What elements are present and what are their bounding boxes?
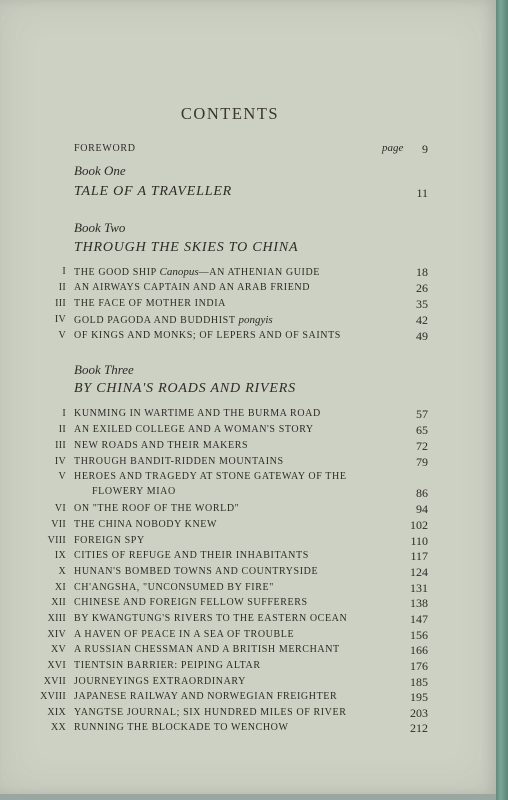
book-one-page: 11 bbox=[416, 186, 428, 200]
chapter-title: TIENTSIN BARRIER: PEIPING ALTAR bbox=[74, 660, 261, 671]
chapter-page: 57 bbox=[416, 407, 428, 421]
chapter-title-italic: Canopus bbox=[159, 266, 199, 278]
chapter-page: 195 bbox=[410, 690, 428, 704]
chapter-number: V bbox=[58, 471, 66, 482]
chapter-number: VII bbox=[51, 519, 66, 530]
chapter-number: VIII bbox=[47, 535, 66, 546]
chapter-title bbox=[74, 298, 226, 309]
chapter-number: IX bbox=[54, 550, 66, 561]
chapter-title: NEW ROADS AND THEIR MAKERS bbox=[74, 440, 249, 451]
chapter-title: YANGTSE JOURNAL; SIX HUNDRED MILES OF RIVER bbox=[74, 707, 347, 718]
book-three-label: Book Three bbox=[74, 362, 134, 377]
chapter-number: VI bbox=[54, 503, 66, 514]
chapter-title: HEROES AND TRAGEDY AT STONE GATEWAY OF THE bbox=[74, 471, 347, 482]
chapter-number: III bbox=[55, 298, 66, 309]
foreword-label: FOREWORD bbox=[74, 143, 136, 154]
chapter-title-italic: pongyis bbox=[238, 314, 273, 326]
chapter-page: 35 bbox=[416, 297, 428, 311]
chapter-title bbox=[74, 314, 273, 326]
chapter-number: V bbox=[58, 330, 66, 341]
chapter-title-text: AN AIRWAYS CAPTAIN AND AN ARAB FRIEND bbox=[74, 282, 311, 293]
chapter-title-text: THE FACE OF MOTHER INDIA bbox=[74, 298, 226, 309]
chapter-title: HUNAN'S BOMBED TOWNS AND COUNTRYSIDE bbox=[74, 566, 319, 577]
chapter-number: XIII bbox=[47, 613, 66, 624]
chapter-title: A HAVEN OF PEACE IN A SEA OF TROUBLE bbox=[74, 629, 295, 640]
chapter-title: KUNMING IN WARTIME AND THE BURMA ROAD bbox=[74, 408, 321, 419]
chapter-number: XX bbox=[50, 722, 66, 733]
chapter-title: THE CHINA NOBODY KNEW bbox=[74, 519, 218, 530]
chapter-title: A RUSSIAN CHESSMAN AND A BRITISH MERCHANT bbox=[74, 644, 340, 655]
chapter-title: AN EXILED COLLEGE AND A WOMAN'S STORY bbox=[74, 424, 314, 435]
chapter-page: 138 bbox=[410, 596, 428, 610]
book-two-title: THROUGH THE SKIES TO CHINA bbox=[74, 240, 299, 255]
chapter-title: THROUGH BANDIT-RIDDEN MOUNTAINS bbox=[74, 456, 284, 467]
page-word: page bbox=[382, 142, 404, 154]
book-one-title: TALE OF A TRAVELLER bbox=[74, 184, 233, 199]
foreword-page: 9 bbox=[422, 142, 428, 156]
chapter-number: XVII bbox=[43, 676, 66, 687]
chapter-number: I bbox=[62, 266, 66, 277]
chapter-page: 26 bbox=[416, 281, 428, 295]
chapter-page: 185 bbox=[410, 675, 428, 689]
chapter-page: 176 bbox=[410, 659, 428, 673]
chapter-page: 79 bbox=[416, 455, 428, 469]
book-one-label: Book One bbox=[74, 163, 126, 178]
chapter-title: JOURNEYINGS EXTRAORDINARY bbox=[74, 676, 246, 687]
chapter-page: 124 bbox=[410, 565, 428, 579]
chapter-title-text: OF KINGS AND MONKS; OF LEPERS AND OF SAINTS bbox=[74, 330, 341, 341]
chapter-page: 117 bbox=[410, 549, 428, 563]
chapter-page: 42 bbox=[416, 313, 428, 327]
chapter-title: ON "THE ROOF OF THE WORLD" bbox=[74, 503, 240, 514]
chapter-title: RUNNING THE BLOCKADE TO WENCHOW bbox=[74, 722, 289, 733]
chapter-page: 49 bbox=[416, 329, 428, 343]
book-three-title: BY CHINA'S ROADS AND RIVERS bbox=[74, 381, 296, 396]
chapter-page: 212 bbox=[410, 721, 428, 735]
chapter-number: XIV bbox=[47, 629, 66, 640]
chapter-number: XVIII bbox=[40, 691, 66, 702]
chapter-title-text: GOLD PAGODA AND BUDDHIST bbox=[74, 315, 239, 326]
chapter-page: 102 bbox=[410, 518, 428, 532]
chapter-page: 94 bbox=[416, 502, 428, 516]
chapter-number: XII bbox=[51, 597, 66, 608]
chapter-title-text: —AN ATHENIAN GUIDE bbox=[198, 267, 320, 278]
chapter-page: 72 bbox=[416, 439, 428, 453]
chapter-title: JAPANESE RAILWAY AND NORWEGIAN FREIGHTER bbox=[74, 691, 338, 702]
chapter-title-continued: FLOWERY MIAO bbox=[92, 486, 176, 497]
book-cover-edge bbox=[496, 0, 508, 800]
chapter-number: IV bbox=[54, 314, 66, 325]
chapter-title: CITIES OF REFUGE AND THEIR INHABITANTS bbox=[74, 550, 309, 561]
book-two-label: Book Two bbox=[74, 220, 126, 235]
chapter-page: 203 bbox=[410, 706, 428, 720]
chapter-number: II bbox=[58, 282, 66, 293]
chapter-title: FOREIGN SPY bbox=[74, 535, 145, 546]
chapter-title-text: THE GOOD SHIP bbox=[74, 267, 160, 278]
chapter-page: 166 bbox=[410, 643, 428, 657]
chapter-number: I bbox=[62, 408, 66, 419]
chapter-number: XI bbox=[54, 582, 66, 593]
chapter-title bbox=[74, 282, 310, 293]
chapter-page: 131 bbox=[410, 581, 428, 595]
chapter-title: CHINESE AND FOREIGN FELLOW SUFFERERS bbox=[74, 597, 308, 608]
chapter-number: XIX bbox=[47, 707, 66, 718]
chapter-number: XVI bbox=[47, 660, 66, 671]
chapter-page: 110 bbox=[410, 534, 428, 548]
chapter-title: CH'ANGSHA, "UNCONSUMED BY FIRE" bbox=[74, 582, 274, 593]
chapter-number: II bbox=[58, 424, 66, 435]
contents-heading: CONTENTS bbox=[180, 104, 280, 123]
chapter-title: BY KWANGTUNG'S RIVERS TO THE EASTERN OCEAN bbox=[74, 613, 348, 624]
chapter-number: IV bbox=[54, 456, 66, 467]
chapter-number: X bbox=[58, 566, 66, 577]
chapter-title bbox=[74, 330, 341, 341]
chapter-page: 65 bbox=[416, 423, 428, 437]
chapter-page: 147 bbox=[410, 612, 428, 626]
chapter-number: XV bbox=[50, 644, 66, 655]
chapter-page: 156 bbox=[410, 628, 428, 642]
chapter-title bbox=[74, 266, 320, 278]
chapter-page: 86 bbox=[416, 486, 428, 500]
chapter-number: III bbox=[55, 440, 66, 451]
chapter-page: 18 bbox=[416, 265, 428, 279]
